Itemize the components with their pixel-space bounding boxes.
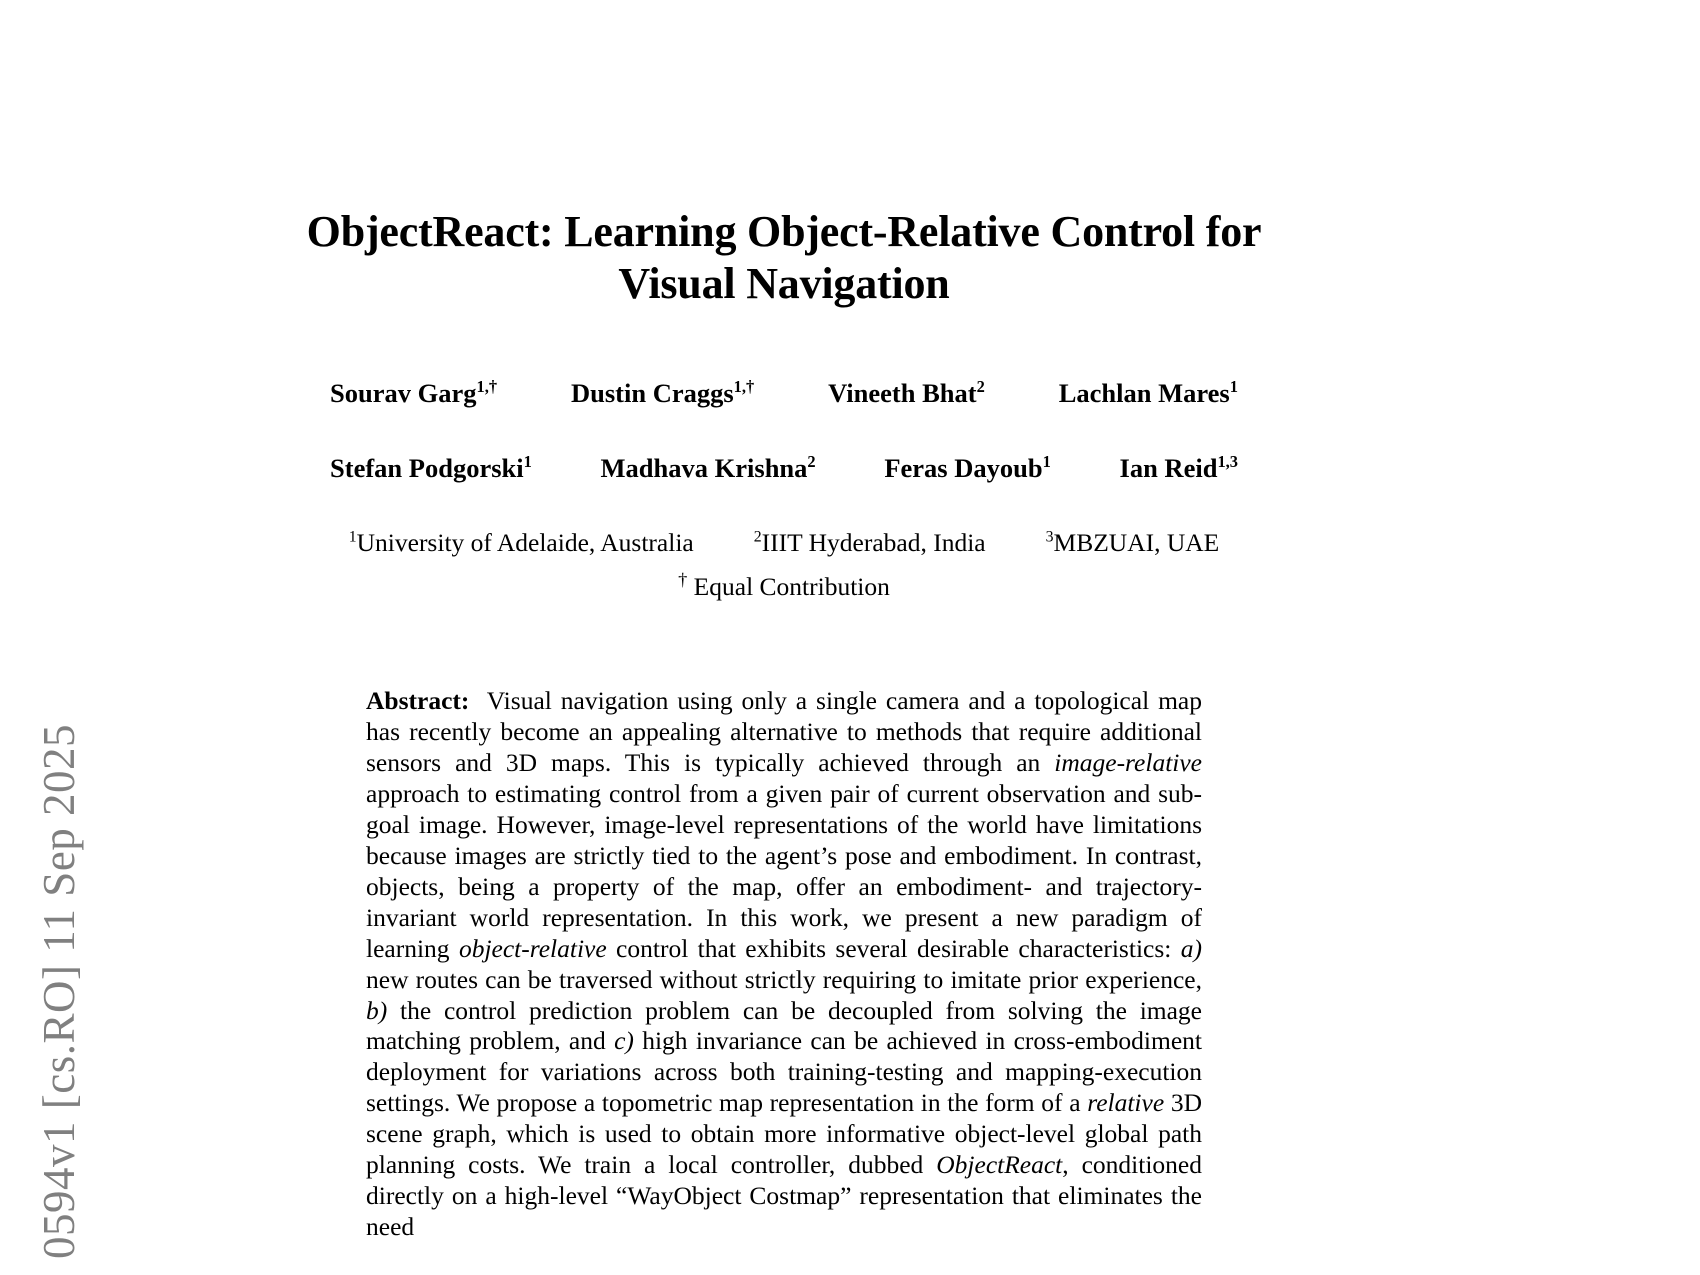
affiliation-item [754,528,986,558]
abstract-emphasis: c) [614,1026,634,1056]
affiliation-label: MBZUAI, UAE [1053,527,1220,557]
author-affiliation-marker: 1,3 [1217,451,1238,471]
affiliation-item [1046,528,1220,558]
abstract-emphasis: object-relative [458,933,607,963]
author-name [330,378,497,409]
author-name [1120,453,1238,484]
abstract-segment: new routes can be traversed without strictly requiring to imitate prior experience, [366,964,1202,994]
abstract-segment: control that exhibits several desirable characteristics: [606,933,1181,963]
author-row-2 [296,453,1272,484]
abstract-segment: Visual navigation using only a single camera and a topological map has recently become an appealing alternative to methods that require additional sensors and 3D maps. This is typically achieved through an [366,685,1202,777]
arxiv-stamp [0,0,120,1275]
author-label: Vineeth Bhat [828,377,977,408]
author-row-1 [296,378,1272,409]
author-label: Sourav Garg [330,377,477,408]
arxiv-stamp-text: 0594v1 [cs.RO] 11 Sep 2025 [34,723,84,1259]
author-label: Dustin Craggs [570,377,734,408]
affiliation-list [296,528,1272,558]
abstract-segment: high invariance can be achieved in cross-embodiment deployment for variations across both training-testing and mapping-execution settings. We propose a topometric map representation in the form of a [366,1026,1202,1118]
equal-contribution-label: Equal Contribution [693,571,890,601]
author-affiliation-marker: 1 [523,451,532,471]
affiliation-marker: 2 [753,528,762,546]
abstract-emphasis: b) [366,995,388,1025]
abstract-block [366,686,1202,1243]
abstract-segment: , conditioned directly on a high-level “WayObject Costmap” representation that eliminates the need [366,1150,1202,1242]
author-label: Madhava Krishna [600,452,808,483]
author-affiliation-marker: 2 [976,376,985,396]
author-affiliation-marker: 1,† [476,376,498,396]
abstract-text [366,686,1202,1241]
author-name [828,378,985,409]
abstract-emphasis: relative [1087,1088,1165,1118]
author-label: Lachlan Mares [1058,377,1230,408]
author-name [601,453,816,484]
abstract-emphasis: image-relative [1054,747,1202,777]
author-label: Feras Dayoub [884,452,1043,483]
author-label: Stefan Podgorski [330,452,524,483]
affiliation-marker: 1 [348,528,357,546]
author-name [1059,378,1238,409]
affiliation-label: University of Adelaide, Australia [356,527,694,557]
author-name [330,453,532,484]
author-affiliation-marker: 1 [1042,451,1051,471]
affiliation-label: IIIT Hyderabad, India [761,527,986,557]
abstract-emphasis: a) [1180,933,1202,963]
author-name [884,453,1050,484]
abstract-segment: 3D scene graph, which is used to obtain more informative object-level global path planning costs. We train a local controller, dubbed [366,1088,1202,1180]
dagger-icon: † [678,569,688,590]
author-affiliation-marker: 2 [807,451,816,471]
author-name [571,378,754,409]
abstract-segment: approach to estimating control from a given pair of current observation and sub-goal image. However, image-level representations of the world have limitations because images are strictly tied to the agent’s pose and embodiment. In contrast, objects, being a property of the map, offer an embodiment- and trajectory-invariant world representation. In this work, we present a new paradigm of learning [366,778,1202,963]
author-affiliation-marker: 1 [1229,376,1238,396]
affiliation-marker: 3 [1045,528,1054,546]
abstract-segment: the control prediction problem can be decoupled from solving the image matching problem, and [366,995,1202,1056]
affiliation-item [349,528,694,558]
paper-content [296,0,1272,1243]
equal-contribution-note [296,569,1272,602]
page-title: ObjectReact: Learning Object-Relative Control for Visual Navigation [306,207,1262,308]
author-affiliation-marker: 1,† [733,376,755,396]
abstract-label: Abstract: [366,685,470,715]
author-label: Ian Reid [1119,452,1218,483]
abstract-emphasis: ObjectReact [936,1150,1063,1180]
